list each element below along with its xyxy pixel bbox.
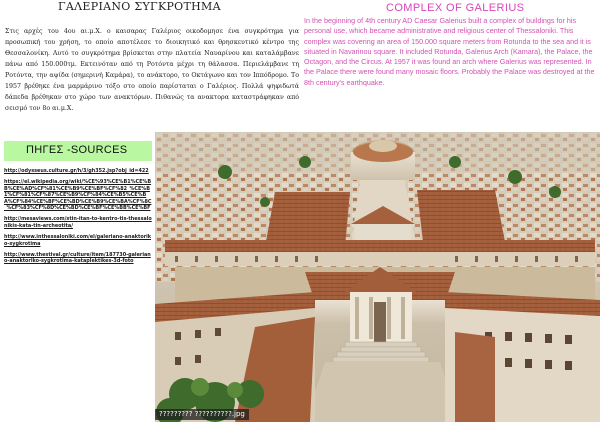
image-caption: ????????? ??????????.jpg: [155, 409, 249, 420]
greek-description: Στις αρχές του 4ου αι.μ.Χ. ο καισαρας Γαλέριος οικοδομησε ένα συγκρότημα για προσωπική του χρήση, το οποίο αποτέλεσε το διοικητικό και θρησκευτικό κέντρο της Θεσσαλονίκη. Αυτό το συγκρότημα βρίσκεται στην πλατεία Ναυαρίνου και καταλάμβανε πάνω από 150.000τμ. Εκτεινόταν από τη Ροτόντα μέχρι τη θάλασσα. Περιελάμβανε τη Ροτόντα, την αψίδα (σημερινή Καμάρα), το ανάκτορο, το Οκτάγωνο και τον Ιππόδρομο. Το 1957 βρέθηκε ένα μαρμάρινο τόξο στο οποίο παρίσταται ο Γαλέριος. Πολλά ψηφιδωτά δάπεδα βρέθηκαν στο χώρο των ανακτόρων. Πιθανώς τα ανακτορα καταστράφηκαν από σεισμό τον 8ο αι.μ.Χ.: [5, 28, 299, 112]
greek-title: ΓΑΛΕΡΙΑΝΟ ΣΥΓΚΡΟΤΗΜΑ: [58, 0, 221, 13]
reconstruction-illustration: [155, 132, 600, 422]
source-link[interactable]: http://odysseus.culture.gr/h/3/gh352.jsp?obj_id=422: [4, 168, 149, 174]
english-section: [302, 0, 600, 130]
source-link[interactable]: http://www.inthessaloniki.com/el/galeriano-anaktoriko-sygkrotima: [4, 234, 152, 247]
english-title: COMPLEX OF GALERIUS: [386, 2, 525, 14]
sources-list: [4, 168, 154, 270]
source-link[interactable]: https://el.wikipedia.org/wiki/%CE%93%CE%B1%CE%BB%CE%AD%CF%81%CE%B9%CE%BF%CF%82_%CE%B1%CF%81%CF%87%CE%B9%CF%84%CE%B5%CE%BA%CF%84%CE%BF%CE%BD%CE%B9%CE%BA%CF%8C_%CF%83%CF%8D%CE%BD%CE%BF%CE%BB%CE%BF: [4, 179, 152, 212]
greek-section: [0, 0, 302, 130]
english-description: In the beginning of 4th century AD Caesar Galerius built a complex of buildings for his personal use, which became administrative and religious center of Thessaloniki. This complex was covering an area of 150.000 square meters from Rotunda to the sea and it is situated in Navarinou square. It included Rotunda, Galerius Arch (Kamara), the Palace, the Octagon, and the Circus. At 1957 it was found an arch where Galerius was represented. In the Palace there were found many mosaic floors. Probably the Palace was destroyed at the 8th century's earthquake.: [304, 16, 595, 87]
source-link[interactable]: http://www.thestival.gr/culture/item/187730-galeriano-anaktoriko-sygkrotima-kataplektikes-3d-foto: [4, 252, 151, 265]
source-link[interactable]: http://mesaviews.com/stin-itan-to-kentro-tis-thessalonikis-kata-tin-archeotita/: [4, 216, 152, 229]
sources-title: ΠΗΓΕΣ -SOURCES: [26, 144, 128, 156]
reconstruction-image[interactable]: [155, 132, 600, 422]
